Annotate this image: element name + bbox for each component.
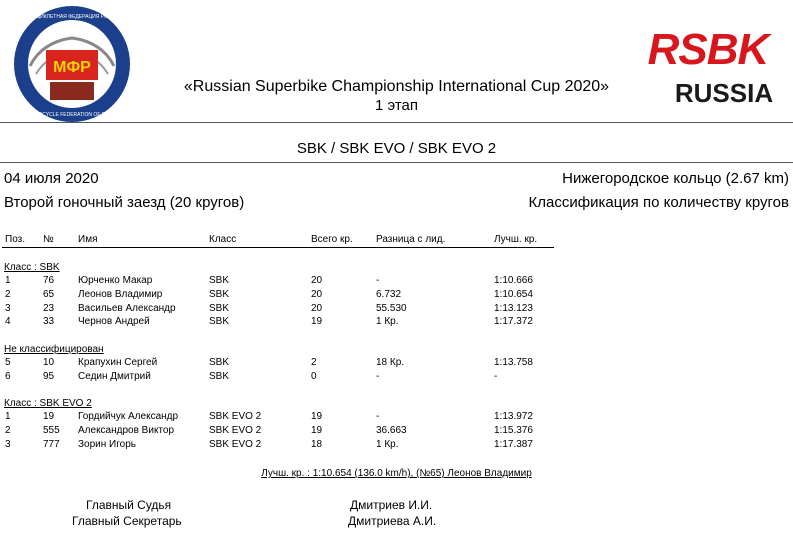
cell-best-lap: 1:13.972 [494,411,533,422]
col-header-number: № [43,234,54,245]
cell-laps: 20 [311,288,323,300]
cell-best-lap: 1:10.666 [494,275,533,286]
cell-laps: 18 [311,438,323,450]
cell-gap: 1 Кр. [376,316,399,328]
cell-number: 95 [43,370,55,382]
cell-class: SBK [209,357,230,368]
cell-gap: 6.732 [376,288,402,300]
col-header-laps: Всего кр. [311,234,353,245]
cell-best-lap: 1:10.654 [494,288,533,300]
cell-laps: 19 [311,316,323,328]
cell-pos: 2 [5,288,11,300]
cell-class: SBK [209,275,230,286]
col-header-class: Класс [209,234,237,245]
venue: Нижегородское кольцо (2.67 km) [562,170,789,187]
cell-gap: 36.663 [376,424,407,436]
info-divider [0,162,793,163]
cell-laps: 20 [311,302,323,314]
cell-name: Васильев Александр [78,302,176,314]
col-header-pos: Поз. [5,234,25,245]
col-header-best-lap: Лучш. кр. [494,234,538,245]
cell-laps: 0 [311,370,317,382]
cell-pos: 5 [5,357,11,368]
cell-gap: 18 Кр. [376,357,405,368]
cell-gap: - [376,370,380,382]
classes-line: SBK / SBK EVO / SBK EVO 2 [296,140,497,157]
cell-pos: 3 [5,302,11,314]
cell-class: SBK EVO 2 [209,411,262,422]
best-lap-summary: Лучш. кр. : 1:10.654 (136.0 km/h), (№65) Леонов Владимир [261,468,532,479]
cell-pos: 2 [5,424,11,436]
cell-class: SBK EVO 2 [209,424,262,436]
cell-class: SBK [209,302,230,314]
cell-number: 555 [43,424,60,436]
logo-ring-text-bottom: MOTORCYCLE FEDERATION OF RUSSIA [23,112,121,118]
group-title: Класс : SBK EVO 2 [4,398,92,409]
championship-title: «Russian Superbike Championship International Cup 2020» [183,78,610,95]
logo-center-text: МФР [53,59,91,76]
cell-name: Чернов Андрей [78,316,150,328]
cell-best-lap: 1:15.376 [494,424,533,436]
cell-gap: - [376,275,380,286]
cell-gap: 1 Кр. [376,438,399,450]
cell-name: Зорин Игорь [78,438,136,450]
race-title: Второй гоночный заезд (20 кругов) [4,194,245,211]
cell-laps: 19 [311,424,323,436]
chief-secretary-label: Главный Секретарь [72,514,182,528]
col-header-gap: Разница с лид. [376,234,446,245]
cell-pos: 6 [5,370,11,382]
cell-best-lap: - [494,370,498,382]
group-title: Класс : SBK [4,262,60,273]
rsbk-logo-subtext: RUSSIA [674,78,774,108]
cell-name: Гордийчук Александр [78,411,179,422]
stage-label: 1 этап [374,97,418,114]
cell-best-lap: 1:13.123 [494,302,533,314]
col-header-name: Имя [78,234,98,245]
cell-laps: 19 [311,411,323,422]
cell-class: SBK [209,370,230,382]
cell-best-lap: 1:17.372 [494,316,533,328]
cell-pos: 4 [5,316,11,328]
cell-pos: 1 [5,411,11,422]
cell-number: 76 [43,275,55,286]
chief-judge-label: Главный Судья [86,498,172,512]
cell-laps: 20 [311,275,323,286]
cell-laps: 2 [311,357,317,368]
cell-gap: - [376,411,380,422]
cell-number: 65 [43,288,55,300]
header-divider [0,122,793,123]
rsbk-logo-text: RSBK [647,25,769,74]
cell-number: 33 [43,316,55,328]
cell-name: Юрченко Макар [78,275,153,286]
table-header-divider [2,247,554,248]
cell-best-lap: 1:13.758 [494,357,533,368]
cell-class: SBK [209,316,230,328]
cell-pos: 1 [5,275,11,286]
classification-type: Классификация по количеству кругов [528,194,789,211]
cell-name: Александров Виктор [78,424,175,436]
logo-ring-text-top: МОТОЦИКЛЕТНАЯ ФЕДЕРАЦИЯ РОССИИ [21,14,123,20]
cell-name: Седин Дмитрий [78,370,151,382]
cell-number: 10 [43,357,55,368]
cell-name: Леонов Владимир [78,288,163,300]
group-title: Не классифицирован [4,344,104,355]
cell-class: SBK EVO 2 [209,438,262,450]
cell-pos: 3 [5,438,11,450]
chief-judge-name: Дмитриев И.И. [350,498,433,512]
cell-best-lap: 1:17.387 [494,438,533,450]
cell-gap: 55.530 [376,302,407,314]
cell-number: 777 [43,438,60,450]
cell-class: SBK [209,288,230,300]
race-date: 04 июля 2020 [4,170,99,187]
cell-number: 23 [43,302,55,314]
cell-name: Крапухин Сергей [78,357,158,368]
cell-number: 19 [43,411,55,422]
chief-secretary-name: Дмитриева А.И. [348,514,437,528]
